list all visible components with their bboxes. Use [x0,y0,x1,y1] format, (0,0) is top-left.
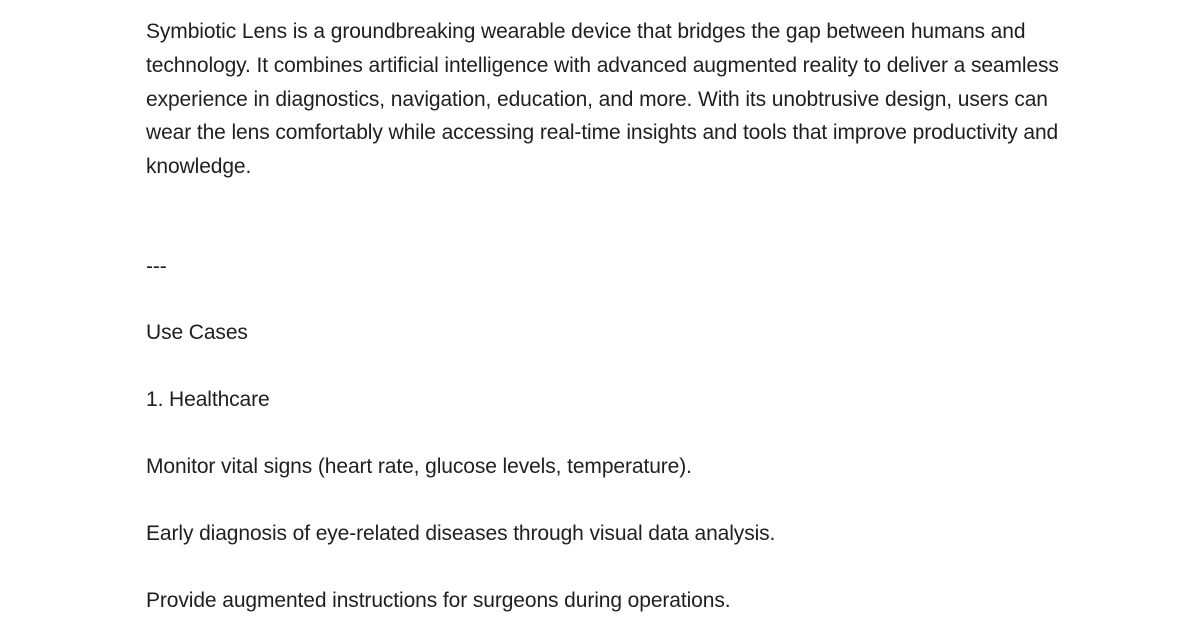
intro-paragraph: Symbiotic Lens is a groundbreaking wearable device that bridges the gap between humans and technology. It combines artificial intelligence with advanced augmented reality to deliver a seamless experience in diagnostics, navigation, education, and more. With its unobtrusive design, users can wear the lens comfortably while accessing real-time insights and tools that improve productivity and knowledge. [146,20,1059,179]
use-cases-heading: Use Cases [146,321,248,344]
list-item: Monitor vital signs (heart rate, glucose levels, temperature). [146,455,692,478]
healthcare-heading: 1. Healthcare [146,388,270,411]
list-item: Provide augmented instructions for surgeons during operations. [146,589,731,612]
list-item: Early diagnosis of eye-related diseases through visual data analysis. [146,522,776,545]
section-separator: --- [146,255,167,278]
